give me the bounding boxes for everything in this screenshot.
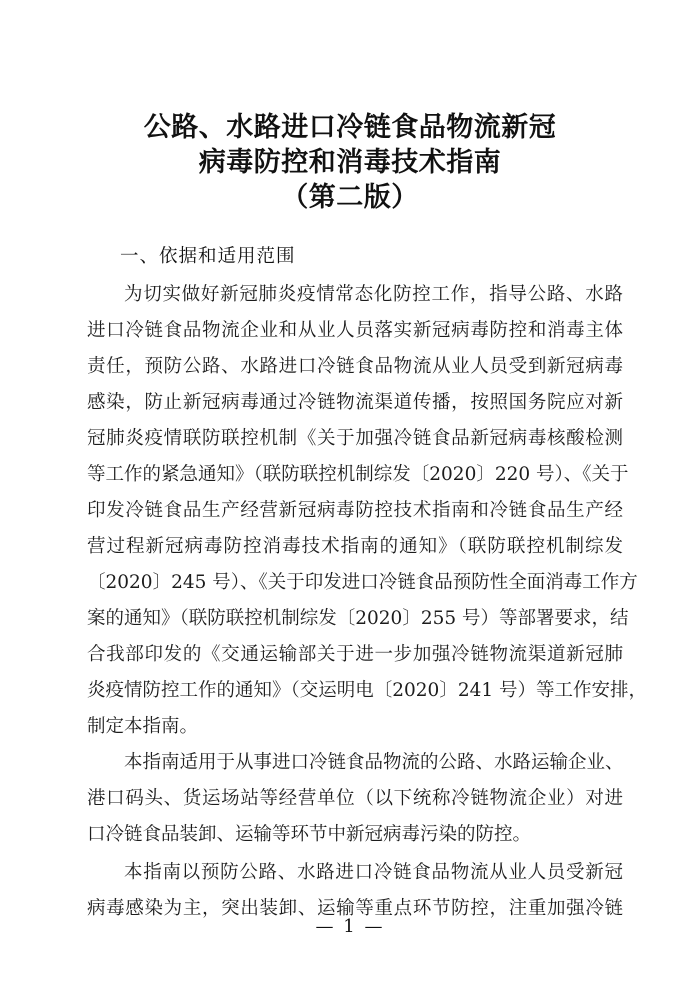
paragraph-line: 感染，防止新冠病毒通过冷链物流渠道传播，按照国务院应对新 [87,392,623,413]
paragraph-line: 炎疫情防控工作的通知》（交运明电〔2020〕241 号）等工作安排， [87,680,648,701]
paragraph-line: 责任，预防公路、水路进口冷链食品物流从业人员受到新冠病毒 [87,356,623,377]
document-title-line-2: 病毒防控和消毒技术指南 [198,147,502,178]
section-heading: 一、依据和适用范围 [120,246,296,267]
paragraph-line: 印发冷链食品生产经营新冠病毒防控技术指南和冷链食品生产经 [87,500,623,521]
paragraph-line: 冠肺炎疫情联防联控机制《关于加强冷链食品新冠病毒核酸检测 [87,428,623,449]
paragraph-line: 本指南适用于从事进口冷链食品物流的公路、水路运输企业、 [124,752,624,773]
paragraph-line: 为切实做好新冠肺炎疫情常态化防控工作，指导公路、水路 [124,284,623,305]
paragraph-line: 合我部印发的《交通运输部关于进一步加强冷链物流渠道新冠肺 [87,644,623,665]
paragraph-line: 〔2020〕245 号）、《关于印发进口冷链食品预防性全面消毒工作方 [87,572,638,593]
document-title-edition: （第二版） [281,182,419,213]
paragraph-line: 制定本指南。 [87,716,199,737]
paragraph-line: 港口码头、货运场站等经营单位（以下统称冷链物流企业）对进 [87,788,623,809]
paragraph-line: 案的通知》（联防联控机制综发〔2020〕255 号）等部署要求，结 [87,608,629,629]
paragraph-line: 本指南以预防公路、水路进口冷链食品物流从业人员受新冠 [124,862,623,883]
paragraph-line: 病毒感染为主，突出装卸、运输等重点环节防控，注重加强冷链 [87,898,623,919]
paragraph-line: 等工作的紧急通知》（联防联控机制综发〔2020〕220 号）、《关于 [87,464,629,485]
page-number: — 1 — [315,916,385,937]
document-title-line-1: 公路、水路进口冷链食品物流新冠 [143,112,557,143]
paragraph-line: 进口冷链食品物流企业和从业人员落实新冠病毒防控和消毒主体 [87,320,623,341]
paragraph-line: 营过程新冠病毒防控消毒技术指南的通知》（联防联控机制综发 [87,536,623,557]
paragraph-line: 口冷链食品装卸、运输等环节中新冠病毒污染的防控。 [87,824,532,845]
